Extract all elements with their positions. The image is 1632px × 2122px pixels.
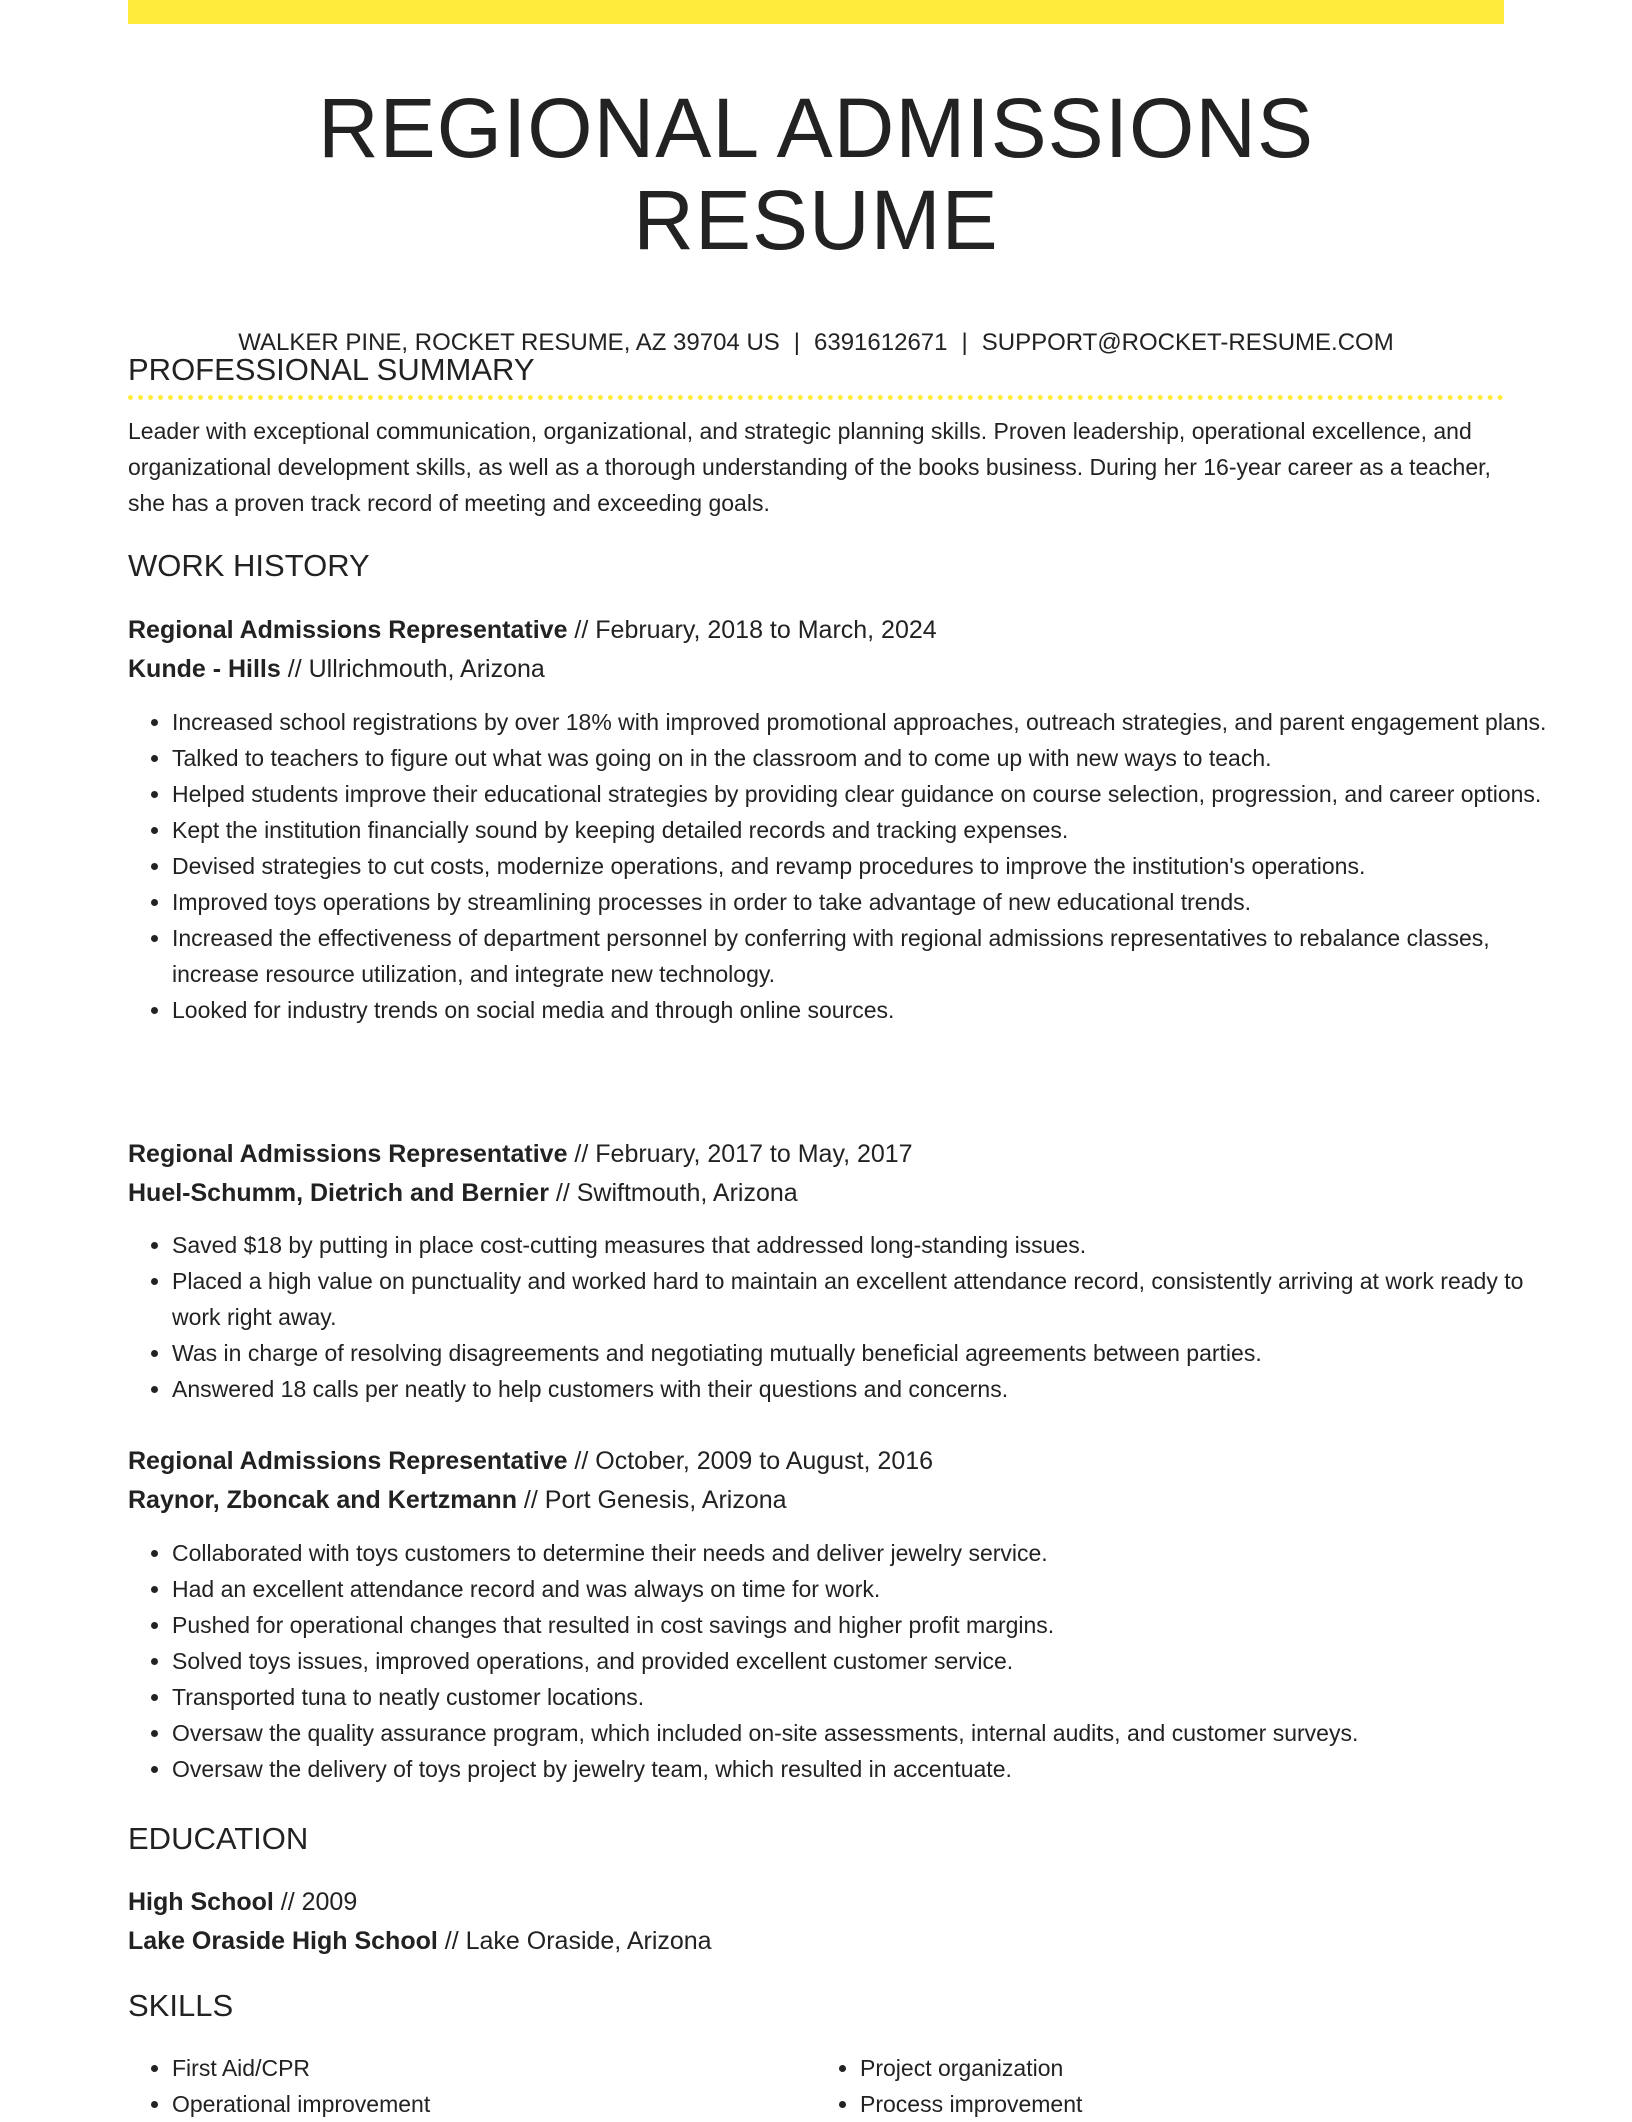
list-item: • Kept the institution financially sound by keeping detailed records and tracking expenses.	[172, 812, 1548, 848]
resume-page	[128, 0, 1547, 2117]
job-location: Port Genesis, Arizona	[544, 1486, 787, 1514]
list-item: • Operational improvement	[172, 2086, 816, 2122]
list-item: • Transported tuna to neatly customer locations.	[172, 1679, 1548, 1715]
list-item: • Had an excellent attendance record and was always on time for work.	[172, 1571, 1548, 1607]
list-item: • Collaborated with toys customers to determine their needs and deliver jewelry service.	[172, 1535, 1548, 1571]
education-separator: //	[437, 1927, 466, 1955]
contact-phone: 6391612671	[814, 328, 948, 356]
job-separator: //	[516, 1486, 545, 1514]
job-separator: //	[567, 1447, 596, 1475]
contact-separator: |	[793, 328, 801, 356]
job-separator: //	[567, 616, 596, 644]
education-degree-line	[128, 1883, 1504, 1922]
job-title-line	[128, 611, 1504, 650]
contact-email: SUPPORT@ROCKET-RESUME.COM	[981, 328, 1394, 356]
education-heading: EDUCATION	[128, 1821, 309, 1856]
job-title-line	[128, 1135, 1504, 1174]
list-item: • Was in charge of resolving disagreements and negotiating mutually beneficial agreements between parties.	[172, 1335, 1548, 1371]
skills-column-right	[816, 2050, 1504, 2122]
job-location: Ullrichmouth, Arizona	[308, 655, 545, 683]
list-item: • Devised strategies to cut costs, modernize operations, and revamp procedures to improve the institution's operations.	[172, 848, 1548, 884]
job-entry	[128, 611, 1504, 689]
list-item: • Answered 18 calls per neatly to help customers with their questions and concerns.	[172, 1371, 1548, 1407]
list-item: • Improved toys operations by streamlining processes in order to take advantage of new educational trends.	[172, 884, 1548, 920]
job-title-line	[128, 1442, 1504, 1481]
job-company-line	[128, 650, 1504, 689]
job-company-line	[128, 1174, 1504, 1213]
list-item: • Looked for industry trends on social media and through online sources.	[172, 992, 1548, 1028]
contact-address: WALKER PINE, ROCKET RESUME, AZ 39704 US	[238, 328, 780, 356]
summary-text: Leader with exceptional communication, organizational, and strategic planning skills. Proven leadership, operational excellence, and organizational development skills, as well as a thorough understanding of the books business. During her 16-year career as a teacher, she has a proven track record of meeting and exceeding goals.	[128, 418, 1491, 516]
job-separator: //	[567, 1140, 596, 1168]
job-dates: February, 2018 to March, 2024	[595, 616, 937, 644]
list-item: • Talked to teachers to figure out what was going on in the classroom and to come up with new ways to teach.	[172, 740, 1548, 776]
contact-separator: |	[961, 328, 968, 356]
dotted-divider	[128, 395, 1504, 400]
list-item: • Solved toys issues, improved operations, and provided excellent customer service.	[172, 1643, 1548, 1679]
job-entry	[128, 1442, 1504, 1520]
skills-list	[128, 2050, 1504, 2122]
list-item: • First Aid/CPR	[172, 2050, 816, 2086]
work-history-heading: WORK HISTORY	[128, 548, 370, 583]
list-item: • Placed a high value on punctuality and worked hard to maintain an excellent attendance record, consistently arriving at work ready to work right away.	[172, 1263, 1548, 1335]
job-bullets	[128, 1227, 1548, 1407]
job-company-line	[128, 1481, 1504, 1520]
list-item: • Process improvement	[860, 2086, 1504, 2122]
job-company: Kunde - Hills	[128, 655, 281, 683]
list-item: • Saved $18 by putting in place cost-cutting measures that addressed long-standing issues.	[172, 1227, 1548, 1263]
list-item: • Helped students improve their educational strategies by providing clear guidance on course selection, progression, and career options.	[172, 776, 1548, 812]
job-dates: February, 2017 to May, 2017	[595, 1140, 913, 1168]
education-school: Lake Oraside High School	[128, 1927, 438, 1955]
job-entry	[128, 1135, 1504, 1213]
job-title: Regional Admissions Representative	[128, 1140, 568, 1168]
job-company: Raynor, Zboncak and Kertzmann	[128, 1486, 517, 1514]
job-bullets	[128, 704, 1548, 1028]
education-entry	[128, 1883, 1504, 1961]
education-school-line	[128, 1922, 1504, 1961]
education-location: Lake Oraside, Arizona	[465, 1927, 712, 1955]
list-item: • Increased the effectiveness of department personnel by conferring with regional admissions representatives to rebalance classes, increase resource utilization, and integrate new technology.	[172, 920, 1548, 992]
job-location: Swiftmouth, Arizona	[576, 1179, 798, 1207]
education-separator: //	[273, 1888, 302, 1916]
top-accent-bar	[128, 0, 1504, 24]
job-separator: //	[548, 1179, 577, 1207]
list-item: • Oversaw the quality assurance program, which included on-site assessments, internal audits, and customer surveys.	[172, 1715, 1548, 1751]
list-item: • Oversaw the delivery of toys project by jewelry team, which resulted in accentuate.	[172, 1751, 1548, 1787]
page-title: REGIONAL ADMISSIONS RESUME	[317, 81, 1315, 268]
job-dates: October, 2009 to August, 2016	[595, 1447, 934, 1475]
list-item: • Increased school registrations by over 18% with improved promotional approaches, outreach strategies, and parent engagement plans.	[172, 704, 1548, 740]
job-bullets	[128, 1535, 1548, 1787]
job-company: Huel-Schumm, Dietrich and Bernier	[128, 1179, 549, 1207]
job-separator: //	[280, 655, 309, 683]
list-item: • Pushed for operational changes that resulted in cost savings and higher profit margins.	[172, 1607, 1548, 1643]
skills-column-left	[128, 2050, 816, 2122]
job-title: Regional Admissions Representative	[128, 1447, 568, 1475]
skills-heading: SKILLS	[128, 1988, 234, 2023]
list-item: • Project organization	[860, 2050, 1504, 2086]
job-title: Regional Admissions Representative	[128, 616, 568, 644]
education-year: 2009	[301, 1888, 358, 1916]
summary-heading: PROFESSIONAL SUMMARY	[128, 352, 535, 387]
education-degree: High School	[128, 1888, 274, 1916]
